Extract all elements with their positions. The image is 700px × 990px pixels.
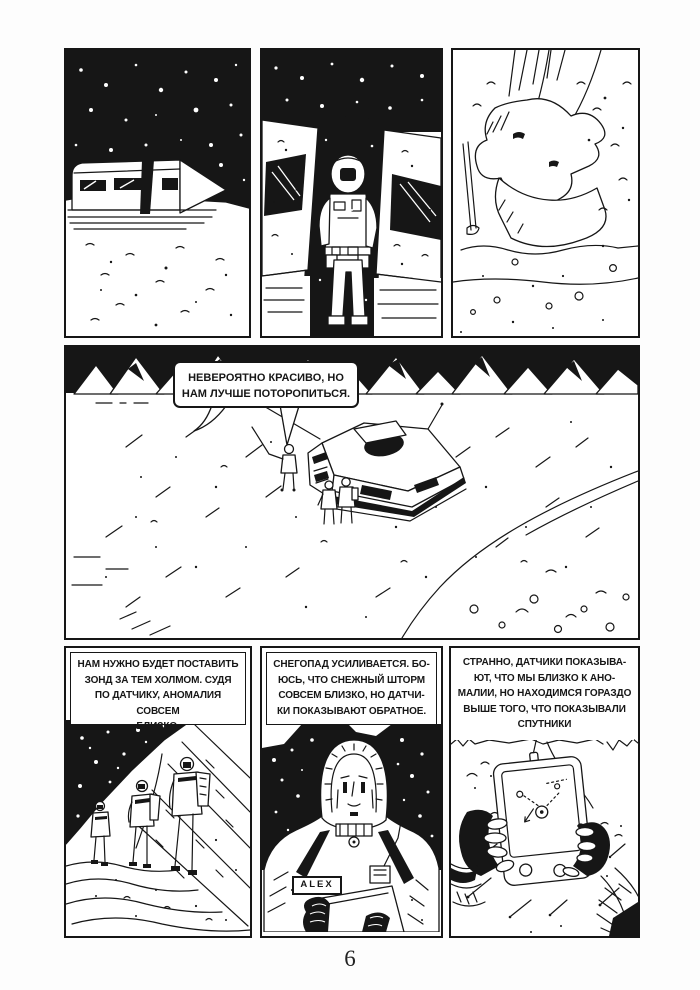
caption-line: СТРАННО, ДАТЧИКИ ПОКАЗЫВА- [462,657,627,668]
speech-bubble-line: НЕВЕРОЯТНО КРАСИВО, НО [188,372,344,384]
caption-box [70,652,246,732]
caption-line: СПУТНИКИ [517,719,572,730]
hikers-illustration [66,720,250,932]
caption-line: ВЫШЕ ТОГО, ЧТО ПОКАЗЫВАЛИ [463,703,626,715]
panel-bottom-left [64,646,252,938]
caption-line: ЗОНД ЗА ТЕМ ХОЛМОМ. СУДЯ [84,674,232,686]
caption-line: СНЕГОПАД УСИЛИВАЕТСЯ. БО- [273,659,430,670]
panel-bottom-middle [260,646,443,938]
caption-line: КИ ПОКАЗЫВАЮТ ОБРАТНОЕ. [276,705,427,717]
panel-bottom-right [449,646,640,938]
caption-line: БЛИЗКО. [136,721,180,732]
caption-box [455,652,634,740]
panel-top-left [64,48,251,338]
page-number: 6 [344,946,356,971]
caption-line: МАЛИИ, НО НАХОДИМСЯ ГОРАЗДО [457,688,632,699]
boot-illustration [453,50,638,336]
caption-line: ЮСЬ, ЧТО СНЕЖНЫЙ ШТОРМ [277,674,426,686]
panel-top-right [451,48,640,338]
caption-line: СОВСЕМ БЛИЗКО, НО ДАТЧИ- [278,690,425,701]
caption-box [266,652,437,725]
speech-bubble-line: НАМ ЛУЧШЕ ПОТОРОПИТЬСЯ. [181,388,351,400]
astronaut-alex-illustration [262,720,441,932]
caption-line: НАМ НУЖНО БУДЕТ ПОСТАВИТЬ [77,659,239,670]
device-hands-illustration [451,736,638,936]
name-tag: ALEX [292,876,342,895]
caption-line: ЮТ, ЧТО МЫ БЛИЗКО К АНО- [473,672,616,684]
rover-night-illustration [66,50,249,336]
panel-middle [64,345,640,640]
caption-line: ПО ДАТЧИКУ, АНОМАЛИЯ СОВСЕМ [94,690,222,717]
panel-top-middle [260,48,443,338]
speech-bubble [173,361,359,408]
doorway-illustration [262,50,441,336]
